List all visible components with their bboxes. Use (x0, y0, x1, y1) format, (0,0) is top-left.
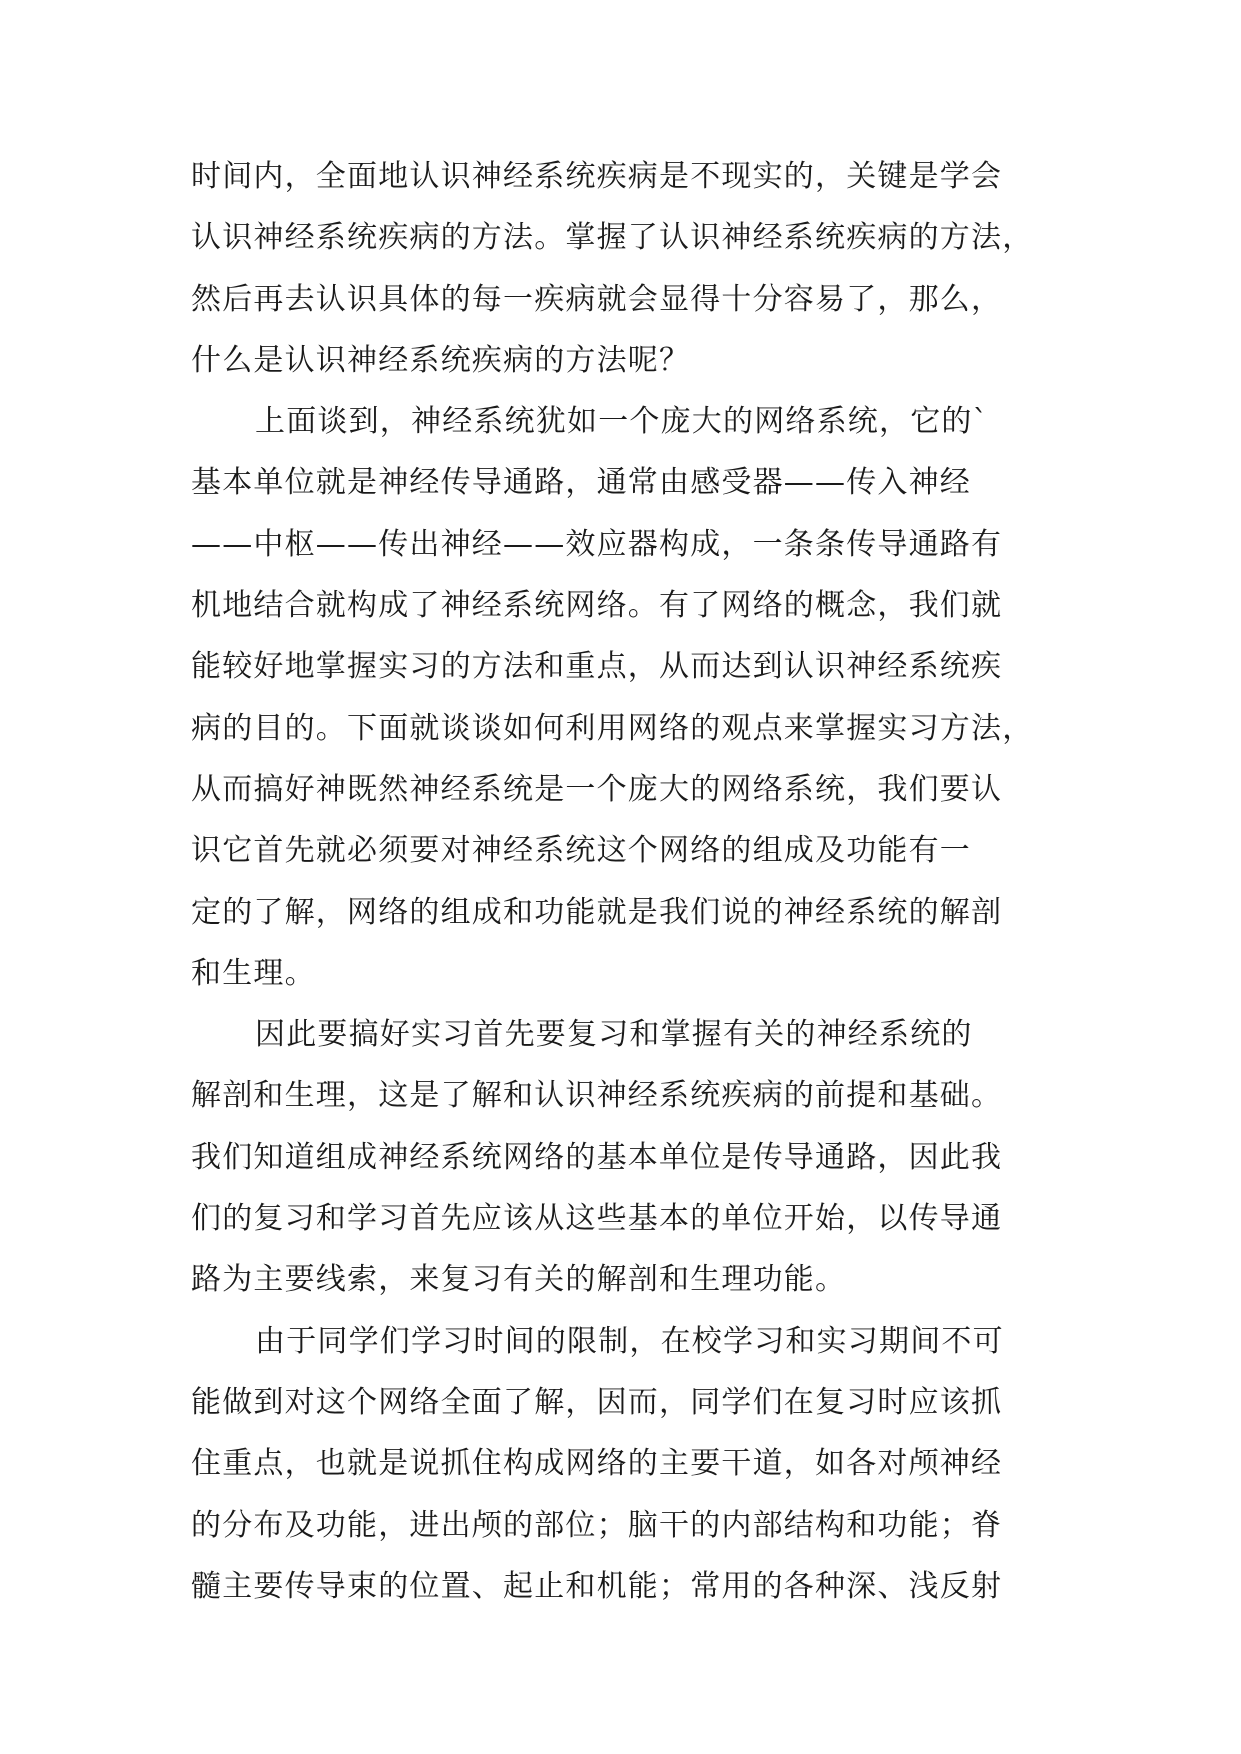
text-line: 机地结合就构成了神经系统网络。有了网络的概念，我们就 (191, 588, 1003, 624)
text-line: 我们知道组成神经系统网络的基本单位是传导通路，因此我 (191, 1139, 1003, 1175)
text-line: 的分布及功能，进出颅的部位；脑干的内部结构和功能；脊 (191, 1507, 1003, 1543)
text-line: 从而搞好神既然神经系统是一个庞大的网络系统，我们要认 (191, 771, 1003, 807)
text-line: ——中枢——传出神经——效应器构成，一条条传导通路有 (191, 526, 1003, 562)
text-line: 病的目的。下面就谈谈如何利用网络的观点来掌握实习方法， (191, 710, 1034, 746)
text-line: 和生理。 (191, 955, 316, 991)
text-line: 然后再去认识具体的每一疾病就会显得十分容易了，那么， (191, 281, 1003, 317)
text-line: 基本单位就是神经传导通路，通常由感受器——传入神经 (191, 465, 971, 501)
text-line: 认识神经系统疾病的方法。掌握了认识神经系统疾病的方法， (191, 220, 1034, 256)
paragraph (191, 146, 1091, 391)
document-body (191, 146, 1091, 1617)
text-line: 住重点，也就是说抓住构成网络的主要干道，如各对颅神经 (191, 1446, 1003, 1482)
text-line: 路为主要线索，来复习有关的解剖和生理功能。 (191, 1262, 847, 1298)
text-line: 能较好地掌握实习的方法和重点，从而达到认识神经系统疾 (191, 649, 1003, 685)
text-line: 髓主要传导束的位置、起止和机能；常用的各种深、浅反射 (191, 1568, 1003, 1604)
text-line: 由于同学们学习时间的限制，在校学习和实习期间不可 (255, 1323, 1004, 1359)
paragraph (191, 391, 1091, 1004)
text-line: 因此要搞好实习首先要复习和掌握有关的神经系统的 (255, 1017, 973, 1053)
text-line: 识它首先就必须要对神经系统这个网络的组成及功能有一 (191, 833, 971, 869)
paragraph (191, 1311, 1091, 1617)
paragraph (191, 1004, 1091, 1310)
text-line: 什么是认识神经系统疾病的方法呢？ (191, 342, 691, 378)
text-line: 上面谈到，神经系统犹如一个庞大的网络系统，它的` (255, 404, 989, 440)
text-line: 时间内，全面地认识神经系统疾病是不现实的，关键是学会 (191, 159, 1003, 194)
text-line: 解剖和生理，这是了解和认识神经系统疾病的前提和基础。 (191, 1078, 1003, 1114)
text-line: 能做到对这个网络全面了解，因而，同学们在复习时应该抓 (191, 1384, 1003, 1420)
text-line: 们的复习和学习首先应该从这些基本的单位开始，以传导通 (191, 1201, 1003, 1237)
text-line: 定的了解，网络的组成和功能就是我们说的神经系统的解剖 (191, 894, 1003, 930)
